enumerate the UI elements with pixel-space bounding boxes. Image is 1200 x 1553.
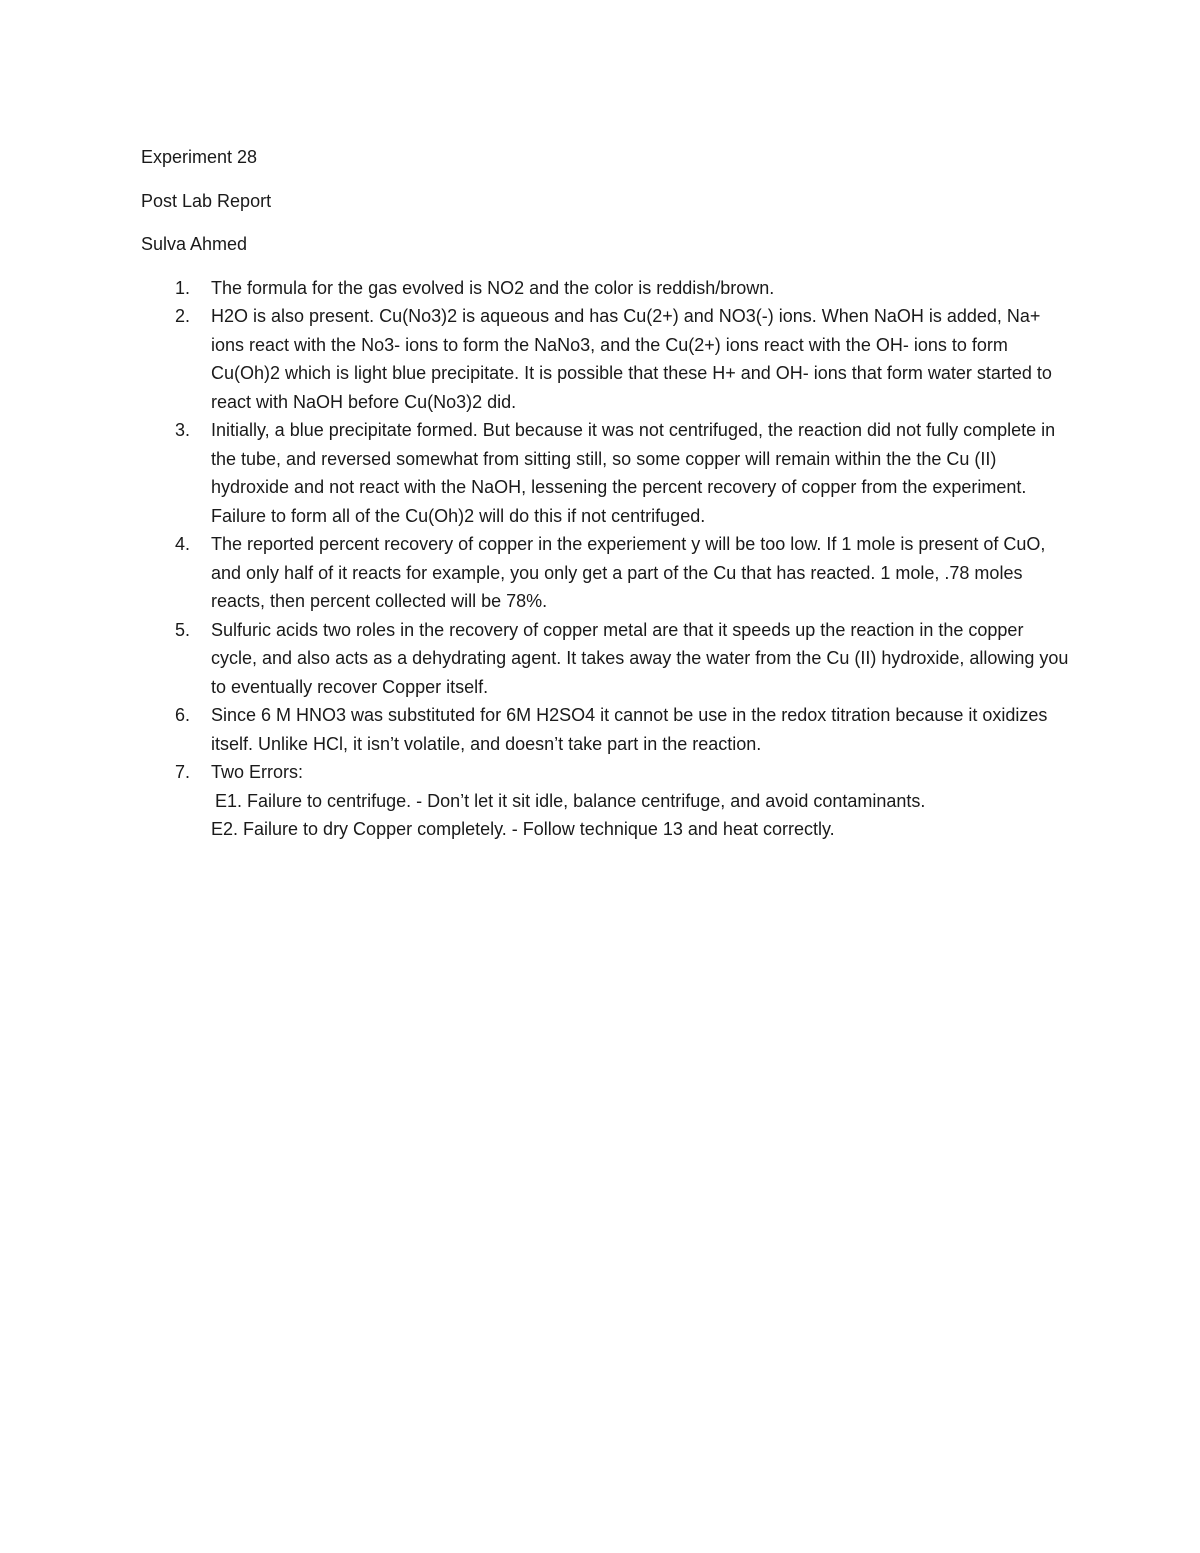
answer-number: 4. [175,534,191,554]
answer-text: Since 6 M HNO3 was substituted for 6M H2SO4 it cannot be use in the redox titration because it oxidizes itself. Unlike HCl, it isn’t volatile, and doesn’t take part in the reaction. [211,705,1048,754]
error-item-2: E2. Failure to dry Copper completely. - Follow technique 13 and heat correctly. [211,819,835,839]
answer-number: 1. [175,277,191,298]
answer-text: Sulfuric acids two roles in the recovery of copper metal are that it speeds up the reaction in the copper cycle, and also acts as a dehydrating agent. It takes away the water from the Cu (II) hydroxide, allowing you to eventually recover Copper itself. [211,619,1069,697]
answer-text: H2O is also present. Cu(No3)2 is aqueous and has Cu(2+) and NO3(-) ions. When NaOH is added, Na+ ions react with the No3- ions to form the NaNo3, and the Cu(2+) ions react with the OH- ions to form Cu(Oh)2 which is light blue precipitate. It is possible that these H+ and OH- ions that form water started to react with NaOH before Cu(No3)2 did. [211,306,1052,412]
report-title: Post Lab Report [141,190,272,211]
answer-item-7 [141,758,1071,844]
document-body [141,143,1071,844]
author-name: Sulva Ahmed [141,234,248,254]
answer-number: 5. [175,619,191,640]
answer-text: Initially, a blue precipitate formed. But because it was not centrifuged, the reaction did not fully complete in the tube, and reversed somewhat from sitting still, so some copper will remain within the the Cu (II) hydroxide and not react with the NaOH, lessening the percent recovery of copper from the experiment. Failure to form all of the Cu(Oh)2 will do this if not centrifuged. [211,420,1056,526]
answer-number: 3. [175,420,191,440]
answer-text: Two Errors: [211,762,304,782]
answer-item-1 [141,274,1071,303]
answer-item-5 [141,616,1071,702]
answer-item-4 [141,530,1071,616]
answer-item-2 [141,302,1071,416]
answer-list [141,274,1071,844]
answer-text: The reported percent recovery of copper in the experiement y will be too low. If 1 mole is present of CuO, and only half of it reacts for example, you only get a part of the Cu that has reacted. 1 mole, .78 moles reacts, then percent collected will be 78%. [211,534,1046,611]
error-item-1: E1. Failure to centrifuge. - Don’t let it sit idle, balance centrifuge, and avoid contaminants. [215,790,926,811]
answer-number: 6. [175,705,191,725]
answer-number: 7. [175,762,191,782]
answer-text: The formula for the gas evolved is NO2 and the color is reddish/brown. [211,277,775,298]
answer-number: 2. [175,306,191,326]
experiment-title: Experiment 28 [141,147,258,167]
answer-item-6 [141,701,1071,758]
answer-item-3 [141,416,1071,530]
